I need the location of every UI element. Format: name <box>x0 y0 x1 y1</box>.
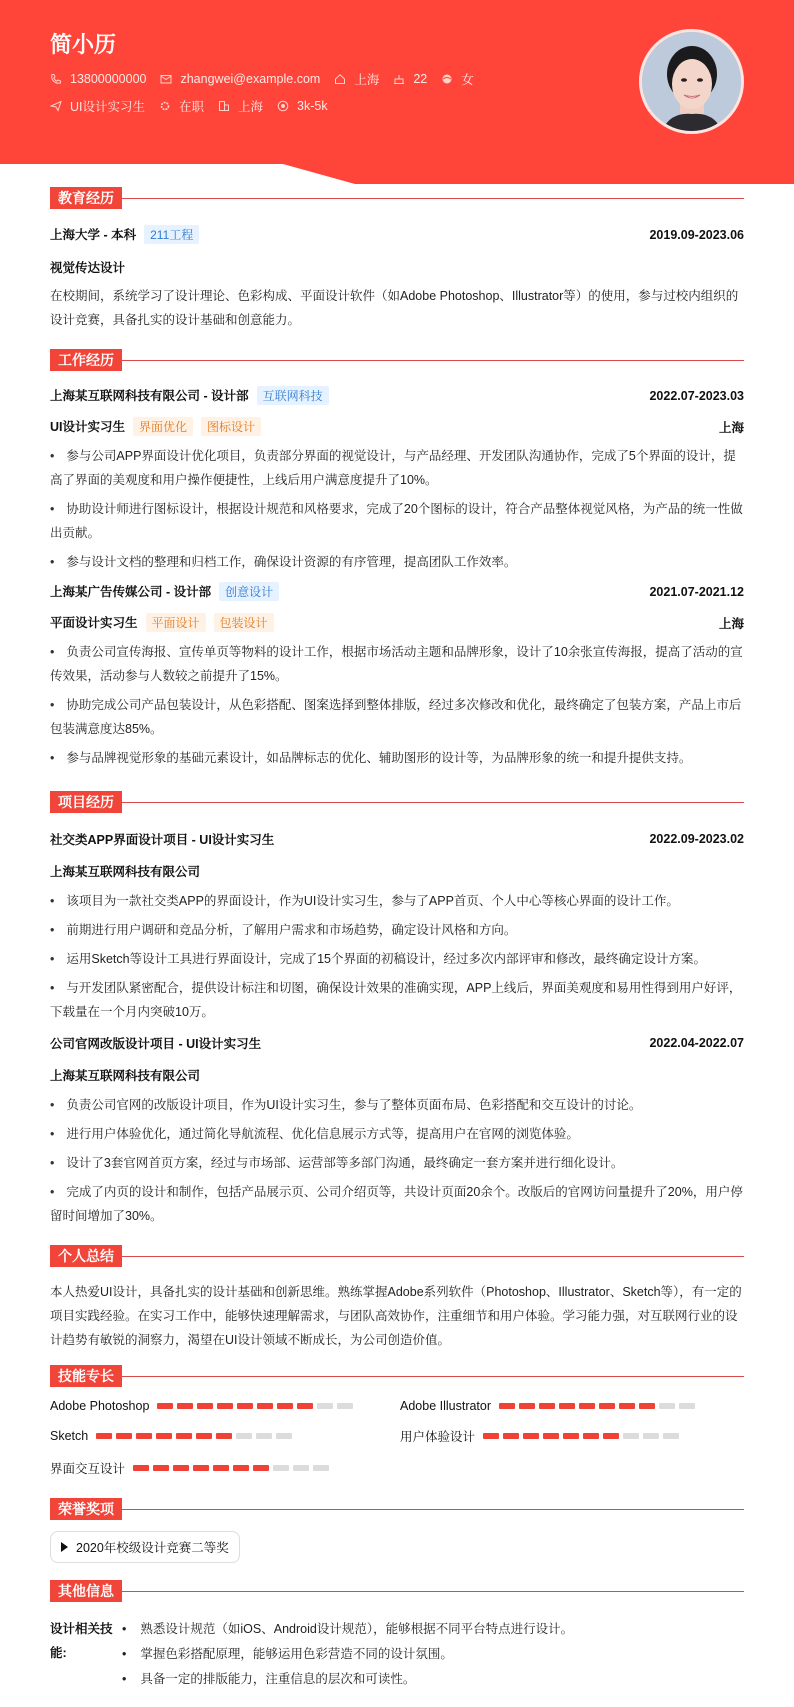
skill-item <box>50 1459 400 1477</box>
school-tag: 211工程 <box>144 225 199 244</box>
work-bullets <box>50 444 744 574</box>
section-skills-header <box>50 1366 744 1386</box>
project-date: 2022.09-2023.02 <box>649 832 744 846</box>
project-title-row <box>50 1034 744 1052</box>
industry-tag: 互联网科技 <box>257 386 329 405</box>
avatar-photo <box>642 32 741 131</box>
other-info <box>50 1617 744 1692</box>
education-row <box>50 225 744 244</box>
section-divider <box>122 198 744 199</box>
work-company: 上海某广告传媒公司 - 设计部 <box>50 585 212 599</box>
summary-text: 本人热爱UI设计，具备扎实的设计基础和创新思维。熟练掌握Adobe系列软件（Photoshop、Illustrator、Sketch等），有一定的项目实践经验。在实习工作中，能够快速理解需求，与团队高效协作，注重细节和用户体验。学习能力强，对互联网行业的设计趋势有敏锐的洞察力，渴望在UI设计领域不断成长，为公司创造价值。 <box>50 1285 742 1347</box>
section-title: 工作经历 <box>50 349 122 371</box>
list-item: • 前期进行用户调研和竞品分析，了解用户需求和市场趋势，确定设计风格和方向。 <box>50 918 744 942</box>
status-icon <box>159 100 171 112</box>
work-role-row <box>50 417 744 436</box>
work-company: 上海某互联网科技有限公司 - 设计部 <box>50 389 249 403</box>
project-item <box>50 830 744 1024</box>
work-item <box>50 582 744 770</box>
contact-phone: 13800000000 <box>50 72 146 86</box>
gender-icon <box>441 73 453 85</box>
other-list <box>122 1617 573 1692</box>
skill-level-bar <box>157 1403 357 1409</box>
section-awards-header <box>50 1499 744 1519</box>
candidate-name: 简小历 <box>50 32 117 57</box>
list-item: • 运用Sketch等设计工具进行界面设计，完成了15个界面的初稿设计，经过多次内部评审和修改，最终确定设计方案。 <box>50 947 744 971</box>
skill-level-bar <box>133 1465 333 1471</box>
contact-gender: 女 <box>441 70 474 88</box>
project-name: 公司官网改版设计项目 - UI设计实习生 <box>50 1037 262 1051</box>
skill-name: 用户体验设计 <box>400 1430 476 1444</box>
contact-age: 22 <box>393 72 427 86</box>
industry-tag: 创意设计 <box>219 582 279 601</box>
work-role-row <box>50 613 744 632</box>
award-item[interactable] <box>50 1531 240 1563</box>
skill-tag: 图标设计 <box>201 417 261 436</box>
work-item <box>50 386 744 574</box>
resume-header <box>0 0 794 185</box>
section-education-header <box>50 188 744 208</box>
skill-name: 界面交互设计 <box>50 1462 126 1476</box>
work-bullets <box>50 640 744 770</box>
cake-icon <box>393 73 405 85</box>
section-divider <box>122 802 744 803</box>
project-name: 社交类APP界面设计项目 - UI设计实习生 <box>50 833 275 847</box>
list-item: • 该项目为一款社交类APP的界面设计，作为UI设计实习生，参与了APP首页、个人中心等核心界面的设计工作。 <box>50 889 744 913</box>
section-title: 个人总结 <box>50 1245 122 1267</box>
award-text: 2020年校级设计竞赛二等奖 <box>76 1541 229 1555</box>
intent-status: 在职 <box>159 97 204 115</box>
work-company-row <box>50 386 744 405</box>
section-summary-header <box>50 1246 744 1266</box>
section-divider <box>122 1256 744 1257</box>
contact-email: zhangwei@example.com <box>160 72 320 86</box>
avatar <box>639 29 744 134</box>
section-divider <box>122 1376 744 1377</box>
mail-icon <box>160 73 172 85</box>
list-item: • 参与品牌视觉形象的基础元素设计，如品牌标志的优化、辅助图形的设计等，为品牌形象的统一和提升提供支持。 <box>50 746 744 770</box>
salary-icon <box>277 100 289 112</box>
project-company: 上海某互联网科技有限公司 <box>50 865 201 879</box>
list-item: • 设计了3套官网首页方案，经过与市场部、运营部等多部门沟通，最终确定一套方案并进行细化设计。 <box>50 1151 744 1175</box>
contact-city: 上海 <box>334 70 379 88</box>
home-icon <box>334 73 346 85</box>
phone-icon <box>50 73 62 85</box>
list-item: • 参与设计文档的整理和归档工作，确保设计资源的有序管理，提高团队工作效率。 <box>50 550 744 574</box>
work-role: 平面设计实习生 <box>50 616 138 630</box>
list-item: • 协助完成公司产品包装设计，从色彩搭配、图案选择到整体排版，经过多次修改和优化，最终确定了包装方案，产品上市后包装满意度达85%。 <box>50 693 744 741</box>
skill-item <box>50 1399 400 1413</box>
building-icon <box>218 100 230 112</box>
project-bullets <box>50 1093 744 1228</box>
project-date: 2022.04-2022.07 <box>649 1036 744 1050</box>
list-item: • 负责公司官网的改版设计项目，作为UI设计实习生，参与了整体页面布局、色彩搭配和交互设计的讨论。 <box>50 1093 744 1117</box>
list-item: • 进行用户体验优化，通过简化导航流程、优化信息展示方式等，提高用户在官网的浏览体验。 <box>50 1122 744 1146</box>
work-date: 2022.07-2023.03 <box>649 388 744 403</box>
work-city: 上海 <box>718 420 744 435</box>
work-date: 2021.07-2021.12 <box>649 584 744 599</box>
intent-salary: 3k-5k <box>277 99 328 113</box>
section-projects-header <box>50 792 744 812</box>
skills-grid <box>50 1399 744 1477</box>
work-role: UI设计实习生 <box>50 420 126 434</box>
skill-item <box>50 1427 400 1445</box>
skill-tag: 平面设计 <box>146 613 206 632</box>
send-icon <box>50 100 62 112</box>
section-title: 教育经历 <box>50 187 122 209</box>
section-title: 项目经历 <box>50 791 122 813</box>
section-title: 荣誉奖项 <box>50 1498 122 1520</box>
section-work-header <box>50 350 744 370</box>
skill-tag: 包装设计 <box>214 613 274 632</box>
education-major: 视觉传达设计 <box>50 261 126 275</box>
section-other-header <box>50 1581 744 1601</box>
education-school: 上海大学 - 本科 211工程 <box>50 225 199 244</box>
section-divider <box>122 1591 744 1592</box>
list-item: • 与开发团队紧密配合，提供设计标注和切图，确保设计效果的准确实现，APP上线后，界面美观度和易用性得到用户好评，下载量在一个月内突破10万。 <box>50 976 744 1024</box>
skill-level-bar <box>96 1433 296 1439</box>
section-divider <box>122 360 744 361</box>
project-company: 上海某互联网科技有限公司 <box>50 1069 201 1083</box>
skill-tag: 界面优化 <box>133 417 193 436</box>
resume-body <box>50 188 744 1692</box>
skill-name: Sketch <box>50 1429 89 1443</box>
skill-name: Adobe Photoshop <box>50 1399 150 1413</box>
skill-item <box>400 1427 744 1445</box>
list-item: • 协助设计师进行图标设计，根据设计规范和风格要求，完成了20个图标的设计，符合产品整体视觉风格，为产品的统一性做出贡献。 <box>50 497 744 545</box>
education-date: 2019.09-2023.06 <box>649 227 744 242</box>
skill-name: Adobe Illustrator <box>400 1399 492 1413</box>
intent-city: 上海 <box>218 97 263 115</box>
section-title: 技能专长 <box>50 1365 122 1387</box>
section-divider <box>122 1509 744 1510</box>
intent-position: UI设计实习生 <box>50 97 145 115</box>
skill-item <box>400 1399 744 1413</box>
list-item: • 负责公司宣传海报、宣传单页等物料的设计工作，根据市场活动主题和品牌形象，设计了10余张宣传海报，提高了活动的宣传效果，活动参与人数较之前提升了15%。 <box>50 640 744 688</box>
project-title-row <box>50 830 744 848</box>
list-item: • 完成了内页的设计和制作，包括产品展示页、公司介绍页等，共设计页面20余个。改版后的官网访问量提升了20%，用户停留时间增加了30%。 <box>50 1180 744 1228</box>
work-company-row <box>50 582 744 601</box>
project-bullets <box>50 889 744 1024</box>
list-item: • 具备一定的排版能力，注重信息的层次和可读性。 <box>122 1667 573 1691</box>
other-label: 设计相关技能: <box>50 1622 113 1660</box>
skill-level-bar <box>499 1403 699 1409</box>
expand-triangle-icon <box>61 1542 68 1552</box>
work-city: 上海 <box>718 616 744 631</box>
list-item: • 参与公司APP界面设计优化项目，负责部分界面的视觉设计，与产品经理、开发团队沟通协作，完成了5个界面的设计，提高了界面的美观度和用户操作便捷性，上线后用户满意度提升了10%。 <box>50 444 744 492</box>
list-item: • 熟悉设计规范（如iOS、Android设计规范），能够根据不同平台特点进行设计。 <box>122 1617 573 1641</box>
list-item: • 掌握色彩搭配原理，能够运用色彩营造不同的设计氛围。 <box>122 1642 573 1666</box>
job-intent-row <box>50 97 342 115</box>
education-description: 在校期间，系统学习了设计理论、色彩构成、平面设计软件（如Adobe Photoshop、Illustrator等）的使用，参与过校内组织的设计竞赛，具备扎实的设计基础和创意能力。 <box>50 289 739 327</box>
skill-level-bar <box>483 1433 683 1439</box>
section-title: 其他信息 <box>50 1580 122 1602</box>
contact-row <box>50 70 488 88</box>
project-item <box>50 1034 744 1228</box>
